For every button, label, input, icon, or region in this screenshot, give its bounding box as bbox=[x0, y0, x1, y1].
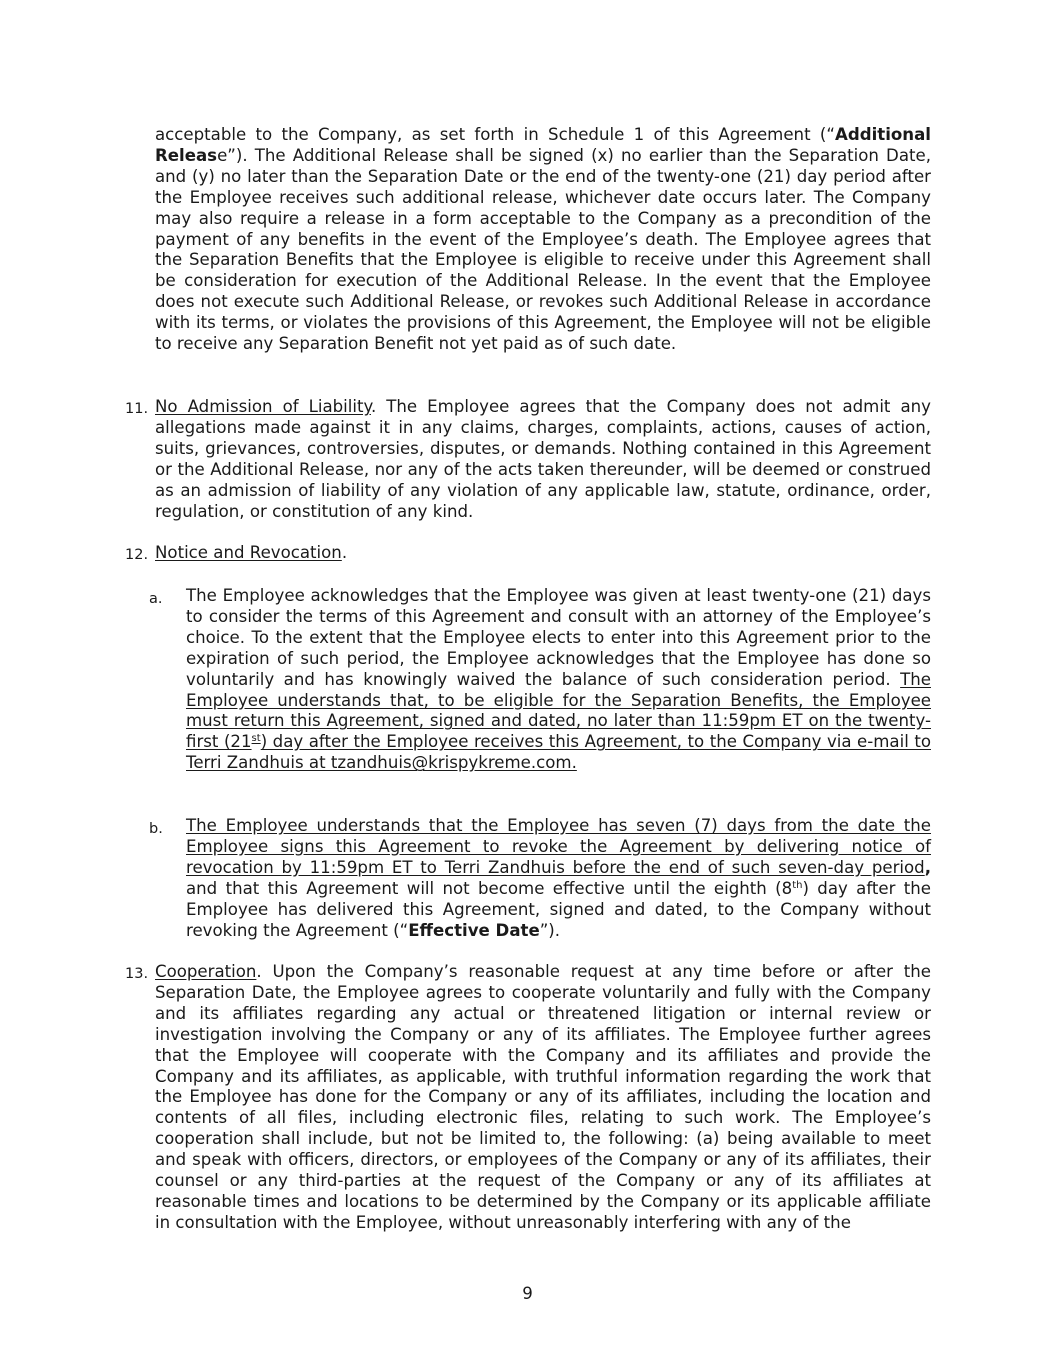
section-12a-letter: a. bbox=[149, 591, 163, 607]
section-12b-letter: b. bbox=[149, 821, 163, 837]
underlined-text: The Employee understands that, to be eligible for the Separation Benefits, the Employee must return this Agreement, signed and dated, no later than 11:59pm ET on the twenty-first (21 bbox=[186, 669, 931, 752]
text: ) day after the Employee has delivered this Agreement, signed and dated, to the Company without revoking the Agreement (“ bbox=[186, 878, 931, 940]
text: The Employee acknowledges that the Employee was given at least twenty-one (21) days to consider the terms of this Agreement and consult with an attorney of the Employee’s choice. To the extent that the Employee elects to enter into this Agreement prior to the expiration of such period, the Employee acknowledges that the Employee has done so voluntarily and has knowingly waived the balance of such consideration period. bbox=[186, 586, 931, 689]
defined-term-effective-date: Effective Date bbox=[408, 920, 540, 940]
text: and that this Agreement will not become effective until the eighth (8 bbox=[186, 878, 793, 898]
section-13-text: . Upon the Company’s reasonable request at any time before or after the Separation Date, the Employee agrees to cooperate voluntarily and fully with the Company and its affiliates regarding any actual or threatened litigation or internal review or investigation involving the Company or any of its affiliates. The Employee further agrees that the Employee will cooperate with the Company and its affiliates and provide the Company and its affiliates, as applicable, with truthful information regarding the work that the Employee has done for the Company or any of its affiliates, including the location and contents of all files, including electronic files, relating to such work. The Employee’s cooperation shall include, but not be limited to, the following: (a) being available to meet and speak with officers, directors, or employees of the Company or any of its affiliates, their counsel or any third-parties at the request of the Company or any of its affiliates at reasonable times and locations to be determined by the Company or its applicable affiliate in consultation with the Employee, without unreasonably interfering with any of the bbox=[155, 962, 931, 1232]
section-11 bbox=[155, 397, 931, 522]
section-13-heading: Cooperation bbox=[155, 962, 257, 981]
superscript: th bbox=[792, 879, 803, 891]
section-12-heading: Notice and Revocation bbox=[155, 543, 342, 562]
section-12b bbox=[186, 816, 931, 941]
page-number: 9 bbox=[522, 1284, 533, 1303]
defined-term-additional-release: Additional Releas bbox=[155, 125, 931, 165]
underlined-text: The Employee understands that the Employee has seven (7) days from the date the Employee signs this Agreement to revoke the Agreement by delivering notice of revocation by 11:59pm ET to Terri Zandhuis before the end of such seven-day period bbox=[186, 816, 931, 877]
text: ”). bbox=[539, 920, 561, 940]
section-11-text: . The Employee agrees that the Company does not admit any allegations made against it in any claims, charges, complaints, actions, causes of action, suits, grievances, controversies, disputes, or demands. Nothing contained in this Agreement or the Additional Release, nor any of the acts taken thereunder, will be deemed or construed as an admission of liability of any violation of any applicable law, statute, ordinance, order, regulation, or constitution of any kind. bbox=[155, 397, 931, 521]
section-12 bbox=[155, 543, 931, 564]
text: acceptable to the Company, as set forth in Schedule 1 of this Agreement (“ bbox=[155, 125, 835, 144]
section-11-number: 11. bbox=[125, 401, 149, 417]
text: , bbox=[924, 857, 931, 877]
superscript: st bbox=[251, 733, 261, 745]
section-12a bbox=[186, 586, 931, 774]
text: e”). The Additional Release shall be signed (x) no earlier than the Separation Date, and (y) no later than the Separation Date or the end of the twenty-one (21) day period after the Employee receives such additional release, whichever date occurs later. The Company may also require a release in a form acceptable to the Company as a precondition of the payment of any benefits in the event of the Employee’s death. The Employee agrees that the Separation Benefits that the Employee is eligible to receive under this Agreement shall be consideration for execution of the Additional Release. In the event that the Employee does not execute such Additional Release, or revokes such Additional Release in accordance with its terms, or violates the provisions of this Agreement, the Employee will not be eligible to receive any Separation Benefit not yet paid as of such date. bbox=[155, 145, 931, 354]
section-13-number: 13. bbox=[125, 966, 149, 982]
section-11-heading: No Admission of Liability bbox=[155, 397, 371, 416]
section-13 bbox=[155, 962, 931, 1234]
section-10-continuation bbox=[155, 125, 931, 355]
underlined-text: ) day after the Employee receives this Agreement, to the Company via e-mail to Terri Zandhuis at tzandhuis@krispykreme.com. bbox=[186, 732, 931, 773]
text: . bbox=[341, 543, 348, 562]
section-12-number: 12. bbox=[125, 547, 149, 563]
